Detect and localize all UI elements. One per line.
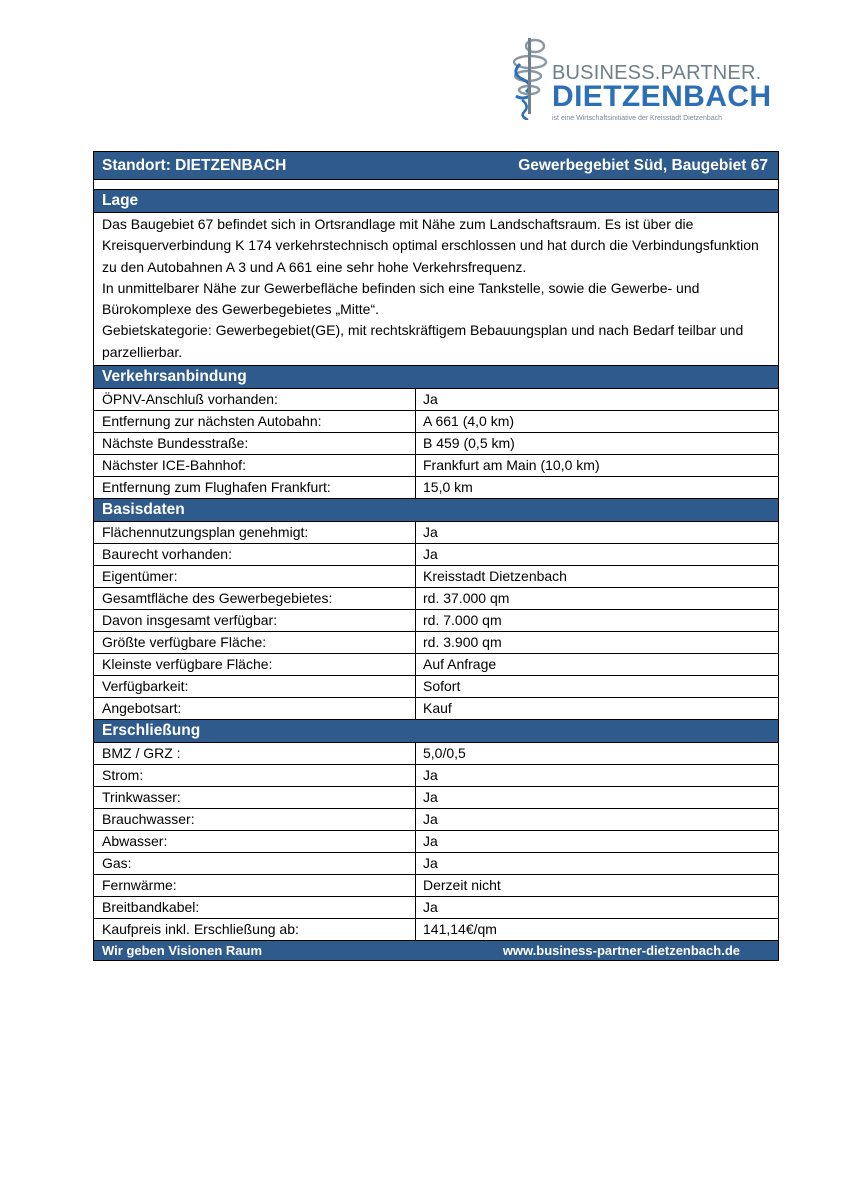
table-row xyxy=(94,765,778,787)
lage-paragraph: In unmittelbarer Nähe zur Gewerbefläche befinden sich eine Tankstelle, sowie die Gewerbe- und Bürokomplexe des Gewerbegebietes „Mitte“. xyxy=(102,279,700,318)
row-label: Gas: xyxy=(94,853,416,874)
table-row xyxy=(94,787,778,809)
row-value: Kreisstadt Dietzenbach xyxy=(423,568,567,585)
row-label: ÖPNV-Anschluß vorhanden: xyxy=(94,389,416,410)
section-verkehr-title: Verkehrsanbindung xyxy=(94,366,778,389)
table-row xyxy=(94,588,778,610)
row-value: Ja xyxy=(423,899,438,916)
table-row xyxy=(94,632,778,654)
table-row xyxy=(94,411,778,433)
row-label: Nächste Bundesstraße: xyxy=(94,433,416,454)
row-value: A 661 (4,0 km) xyxy=(423,413,515,430)
header-location: Standort: DIETZENBACH xyxy=(102,157,287,174)
row-label: Nächster ICE-Bahnhof: xyxy=(94,455,416,476)
table-row xyxy=(94,477,778,499)
header-area: Gewerbegebiet Süd, Baugebiet 67 xyxy=(518,157,768,174)
lage-description xyxy=(94,213,778,366)
row-label: Kleinste verfügbare Fläche: xyxy=(94,654,416,675)
row-value: Kauf xyxy=(423,700,452,717)
row-value: Ja xyxy=(423,391,438,408)
lage-paragraph: Gebietskategorie: Gewerbegebiet(GE), mit rechtskräftigem Bebauungsplan und nach Bedarf teilbar und parzellierbar. xyxy=(102,322,744,360)
row-label: Baurecht vorhanden: xyxy=(94,544,416,565)
row-value: Auf Anfrage xyxy=(423,656,497,673)
table-row xyxy=(94,698,778,720)
section-basis-title: Basisdaten xyxy=(94,499,778,522)
row-label: Entfernung zur nächsten Autobahn: xyxy=(94,411,416,432)
row-value: Ja xyxy=(423,855,438,872)
row-label: Trinkwasser: xyxy=(94,787,416,808)
erschliessung-rows xyxy=(94,743,778,941)
table-row xyxy=(94,455,778,477)
row-label: Kaufpreis inkl. Erschließung ab: xyxy=(94,919,416,940)
logo-line1: BUSINESS.PARTNER. xyxy=(552,62,762,84)
brand-logo xyxy=(508,34,772,126)
row-label: Davon insgesamt verfügbar: xyxy=(94,610,416,631)
row-value: Ja xyxy=(423,811,438,828)
row-value: Ja xyxy=(423,833,438,850)
row-label: Verfügbarkeit: xyxy=(94,676,416,697)
caduceus-logo-icon xyxy=(508,34,552,120)
table-row xyxy=(94,831,778,853)
row-value: rd. 7.000 qm xyxy=(423,612,502,629)
table-row xyxy=(94,875,778,897)
factsheet-table xyxy=(93,151,779,961)
table-row xyxy=(94,522,778,544)
footer-slogan: Wir geben Visionen Raum xyxy=(102,943,263,959)
row-value: 5,0/0,5 xyxy=(423,745,466,762)
row-label: Abwasser: xyxy=(94,831,416,852)
row-label: Angebotsart: xyxy=(94,698,416,719)
header-bar xyxy=(94,152,778,180)
table-row xyxy=(94,389,778,411)
row-value: 15,0 km xyxy=(423,479,473,496)
table-row xyxy=(94,433,778,455)
row-label: Fernwärme: xyxy=(94,875,416,896)
row-label: Breitbandkabel: xyxy=(94,897,416,918)
spacer-row xyxy=(94,180,778,190)
row-value: Frankfurt am Main (10,0 km) xyxy=(423,457,600,474)
table-row xyxy=(94,853,778,875)
table-row xyxy=(94,654,778,676)
table-row xyxy=(94,897,778,919)
row-label: BMZ / GRZ : xyxy=(94,743,416,764)
row-label: Größte verfügbare Fläche: xyxy=(94,632,416,653)
table-row xyxy=(94,610,778,632)
basis-rows xyxy=(94,522,778,720)
lage-paragraph: Das Baugebiet 67 befindet sich in Ortsrandlage mit Nähe zum Landschaftsraum. Es ist über die Kreisquerverbindung K 174 verkehrstechnisch optimal erschlossen und hat durch die Verbindungsfunktion zu den Autobahnen A 3 und A 661 eine sehr hohe Verkehrsfrequenz. xyxy=(102,216,759,275)
row-label: Strom: xyxy=(94,765,416,786)
row-value: Ja xyxy=(423,546,438,563)
row-value: Ja xyxy=(423,524,438,541)
row-value: Ja xyxy=(423,767,438,784)
table-row xyxy=(94,809,778,831)
row-value: rd. 37.000 qm xyxy=(423,590,510,607)
table-row xyxy=(94,544,778,566)
row-value: 141,14€/qm xyxy=(423,921,497,938)
row-value: Derzeit nicht xyxy=(423,877,501,894)
table-row xyxy=(94,676,778,698)
row-label: Gesamtfläche des Gewerbegebietes: xyxy=(94,588,416,609)
verkehr-rows xyxy=(94,389,778,499)
section-erschliessung-title: Erschließung xyxy=(94,720,778,743)
table-row xyxy=(94,919,778,941)
row-label: Entfernung zum Flughafen Frankfurt: xyxy=(94,477,416,498)
row-value: B 459 (0,5 km) xyxy=(423,435,515,452)
row-label: Brauchwasser: xyxy=(94,809,416,830)
row-label: Flächennutzungsplan genehmigt: xyxy=(94,522,416,543)
logo-tagline: ist eine Wirtschaftsinitiative der Kreisstadt Dietzenbach xyxy=(552,115,723,122)
row-label: Eigentümer: xyxy=(94,566,416,587)
table-row xyxy=(94,566,778,588)
row-value: Ja xyxy=(423,789,438,806)
footer-website-link[interactable]: www.business-partner-dietzenbach.de xyxy=(502,943,740,959)
section-lage-title: Lage xyxy=(94,190,778,213)
table-row xyxy=(94,743,778,765)
footer-bar xyxy=(94,941,778,960)
logo-line2: DIETZENBACH xyxy=(552,80,772,113)
row-value: Sofort xyxy=(423,678,461,695)
row-value: rd. 3.900 qm xyxy=(423,634,502,651)
